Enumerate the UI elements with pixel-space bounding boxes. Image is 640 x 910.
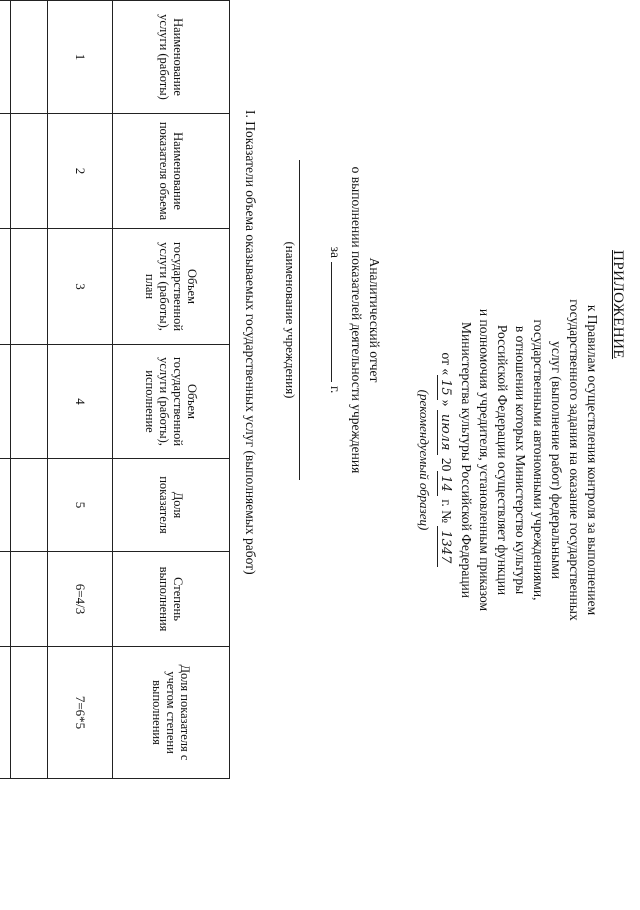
order-century: 20 (439, 457, 454, 472)
column-number: 4 (48, 345, 113, 459)
order-date-line (438, 70, 454, 850)
table-cell[interactable] (0, 229, 11, 345)
volume-indicators-table (0, 0, 230, 779)
table-cell[interactable] (0, 345, 11, 459)
header-volume-plan: Объем государственной услуги (работы), план (113, 229, 230, 345)
order-number-handwritten: 1347 (437, 526, 453, 567)
table-cell[interactable] (11, 459, 48, 552)
order-year-handwritten: 14 (437, 471, 453, 496)
sample-note: (рекомендуемый образец) (417, 389, 432, 531)
appendix-line-1: к Правилам осуществления контроля за выполнением (585, 304, 600, 616)
header-weighted-share: Доля показателя с учетом степени выполнения (113, 647, 230, 779)
report-period-line (327, 0, 343, 640)
header-service-name: Наименование услуги (работы) (113, 1, 230, 114)
table-cell[interactable] (0, 459, 11, 552)
appendix-line-5: в отношении которых Министерство культуры (513, 325, 528, 595)
column-number: 3 (48, 229, 113, 345)
table-cell[interactable] (0, 552, 11, 647)
appendix-title: ПРИЛОЖЕНИЕ (610, 250, 626, 360)
period-prefix: за (328, 246, 343, 258)
table-cell[interactable] (11, 229, 48, 345)
table-cell[interactable] (0, 114, 11, 229)
appendix-line-7: и полномочия учредителя, установленным приказом (477, 308, 492, 612)
report-title: Аналитический отчет (367, 257, 382, 383)
appendix-line-4: государственными автономными учреждениями, (531, 319, 546, 601)
column-number: 1 (48, 1, 113, 114)
header-indicator-share: Доля показателя (113, 459, 230, 552)
order-quote: » (439, 399, 454, 407)
report-subtitle: о выполнении показателей деятельности учреждения (349, 166, 364, 474)
table-cell[interactable] (11, 114, 48, 229)
order-prefix: от « (439, 352, 454, 376)
table-row (0, 1, 11, 779)
table-header-row (113, 1, 230, 779)
order-month-handwritten: июля (437, 410, 453, 455)
institution-caption: (наименование учреждения) (282, 160, 300, 480)
period-blank (331, 262, 332, 382)
period-suffix: г. (328, 385, 343, 394)
header-indicator-name: Наименование показателя объема (113, 114, 230, 229)
table-cell[interactable] (11, 647, 48, 779)
appendix-line-6: Российской Федерации осуществляет функции (495, 324, 510, 596)
table-cell[interactable] (0, 647, 11, 779)
column-number: 7=6*5 (48, 647, 113, 779)
column-number: 2 (48, 114, 113, 229)
table-cell[interactable] (11, 552, 48, 647)
header-completion-degree: Степень выполнения (113, 552, 230, 647)
header-volume-actual: Объем государственной услуги (работы), исполнение (113, 345, 230, 459)
appendix-line-8: Министерства культуры Российской Федерации (459, 322, 474, 598)
table-row (11, 1, 48, 779)
order-number-label: г. № (439, 499, 454, 523)
section-heading: I. Показатели объема оказываемых государственных услуг (выполняемых работ) (243, 110, 258, 575)
table-cell[interactable] (11, 1, 48, 114)
column-number: 6=4/3 (48, 552, 113, 647)
table-column-numbers-row (48, 1, 113, 779)
table-cell[interactable] (11, 345, 48, 459)
table-cell[interactable] (0, 1, 11, 114)
column-number: 5 (48, 459, 113, 552)
order-day-handwritten: 15 (437, 375, 453, 400)
appendix-line-2: государственного задания на оказание государственных (567, 299, 582, 621)
appendix-line-3: услуг (выполнение работ) федеральными (549, 341, 564, 579)
